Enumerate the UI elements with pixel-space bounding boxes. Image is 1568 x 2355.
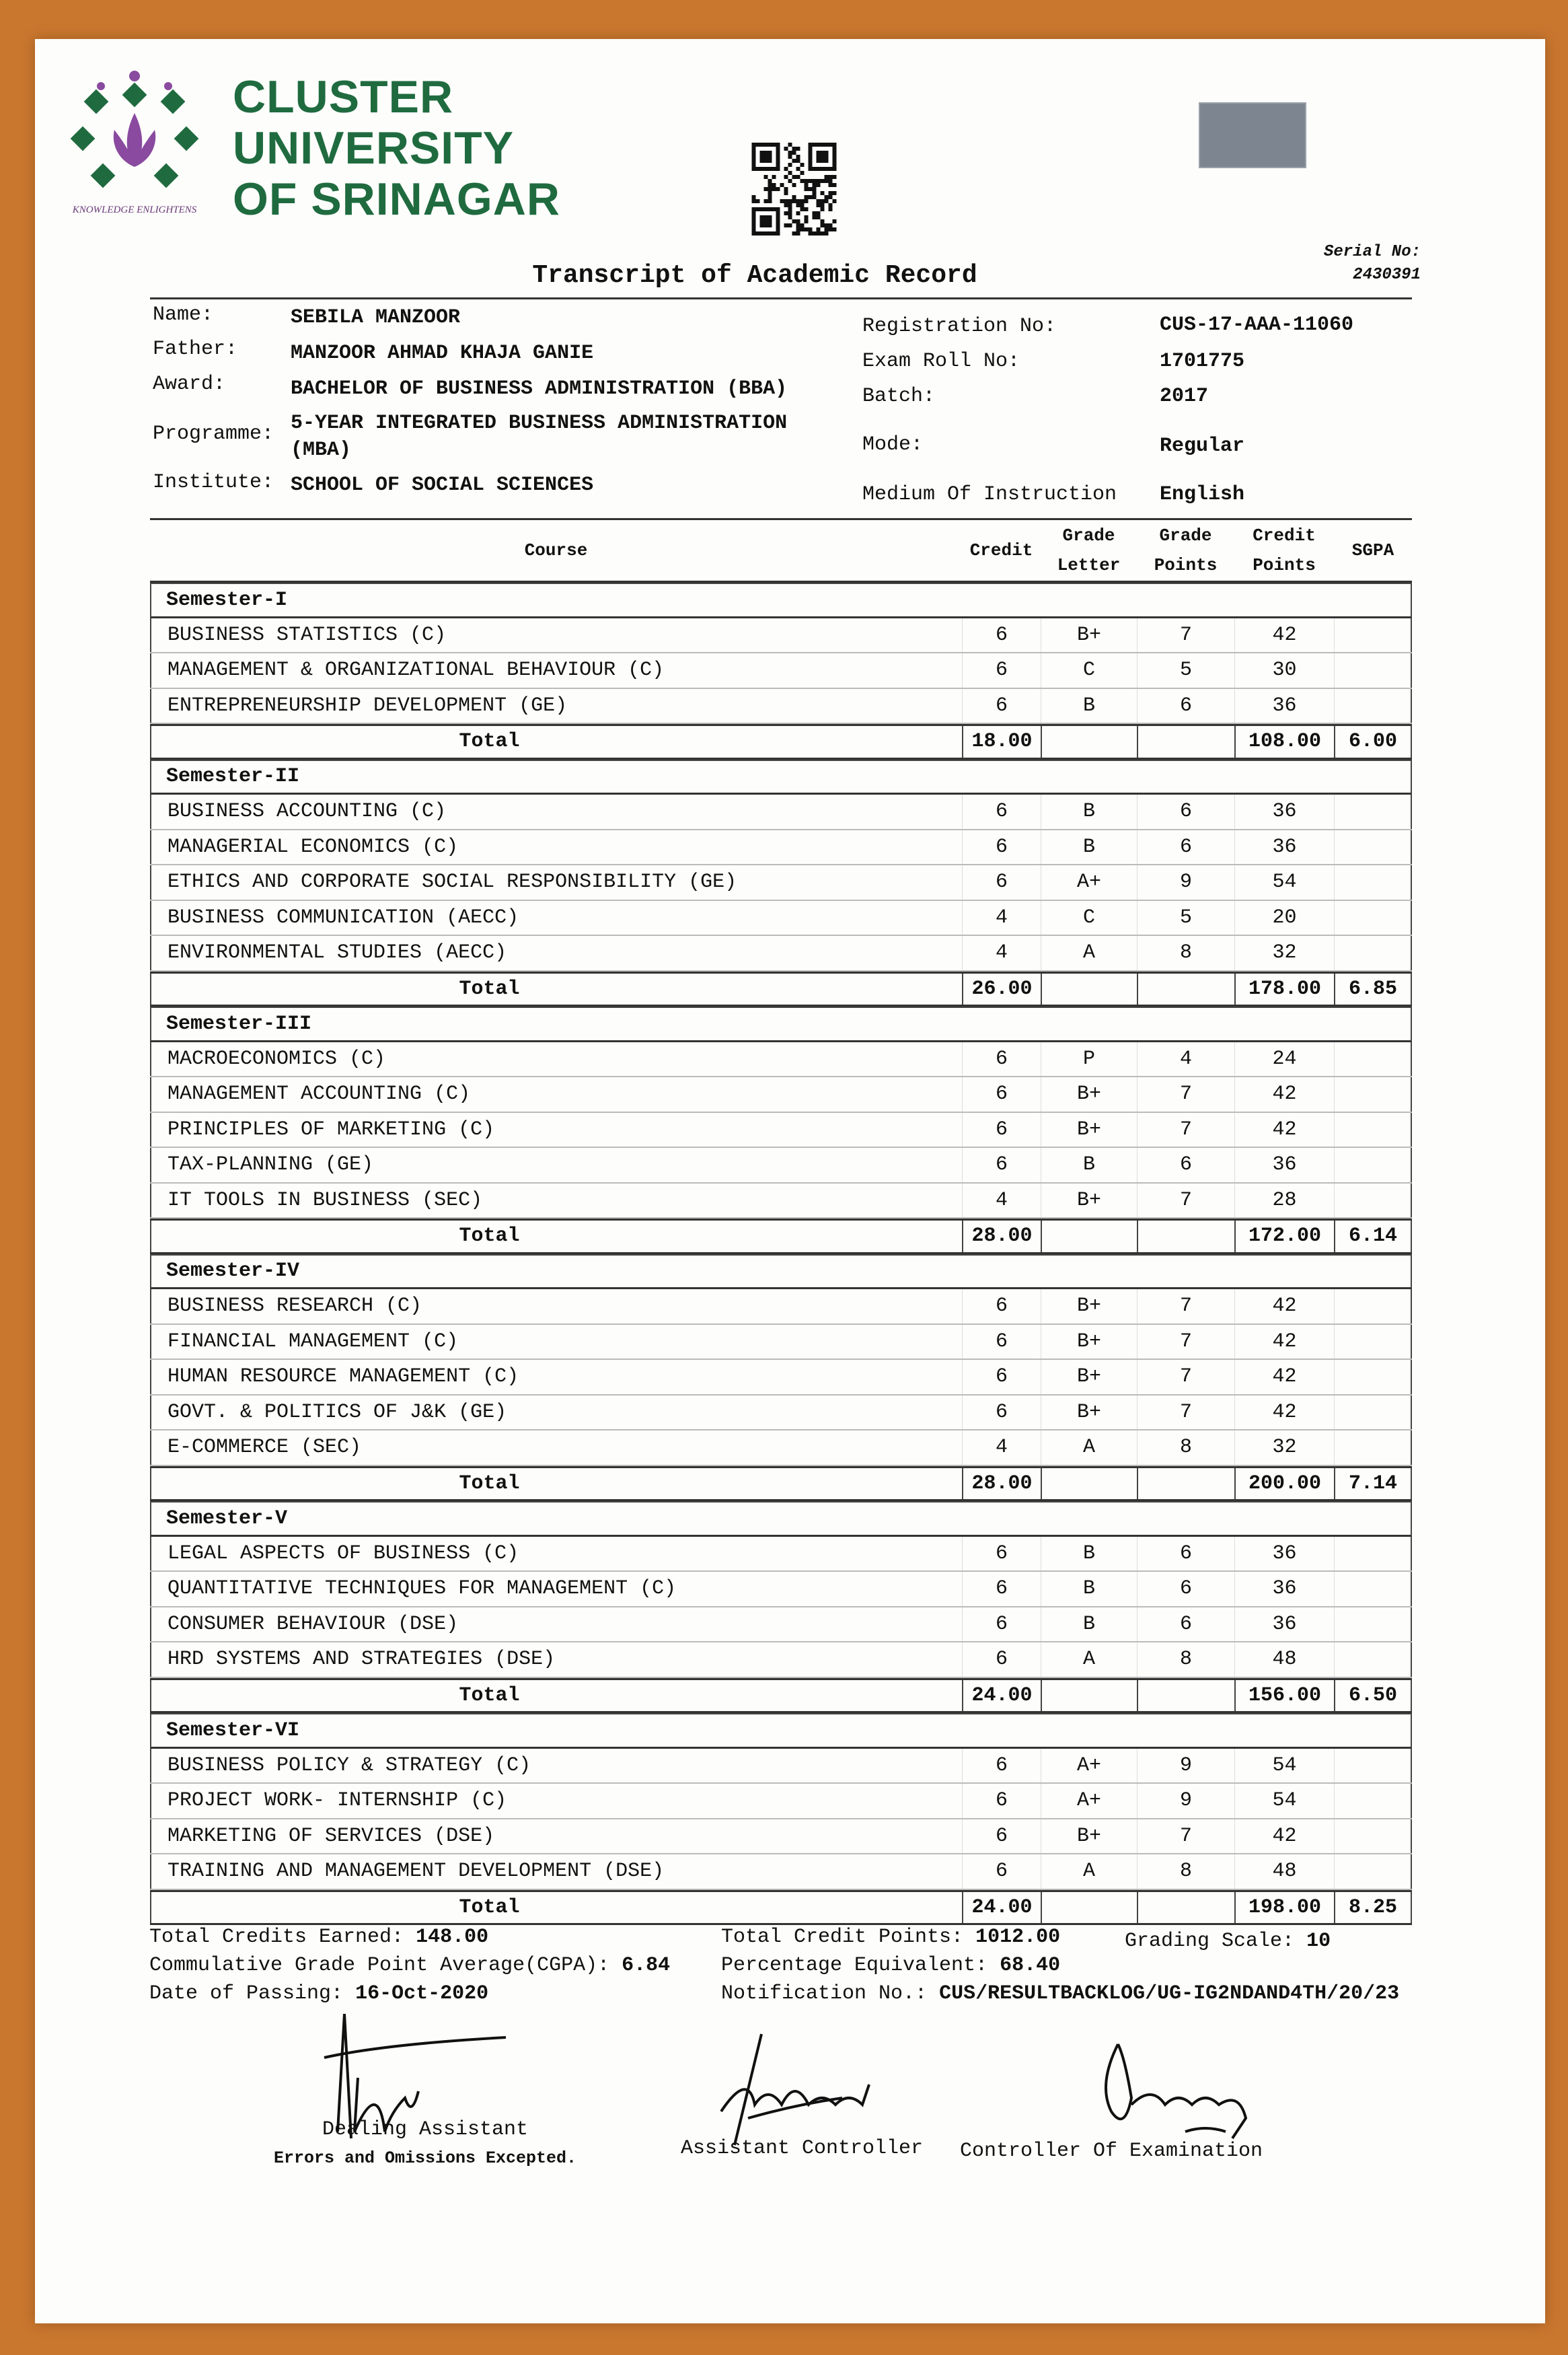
course-credit: 6 — [962, 1607, 1041, 1642]
course-grade-points: 7 — [1137, 1077, 1234, 1112]
course-name: FINANCIAL MANAGEMENT (C) — [150, 1325, 962, 1359]
course-sgpa — [1334, 1430, 1412, 1465]
mode-value: Regular — [1160, 435, 1245, 458]
course-row — [150, 1360, 1412, 1396]
semester-total-row — [150, 1890, 1412, 1926]
course-credit: 6 — [962, 1289, 1041, 1324]
semester-sgpa: 6.00 — [1334, 726, 1412, 758]
course-row — [150, 1325, 1412, 1361]
course-sgpa — [1334, 1113, 1412, 1147]
cgpa: Commulative Grade Point Average(CGPA): 6.84 — [149, 1954, 671, 1977]
course-name: MACROECONOMICS (C) — [150, 1042, 962, 1077]
course-grade-letter: B+ — [1041, 1325, 1137, 1359]
total-credit-points: 200.00 — [1234, 1468, 1334, 1500]
course-name: MANAGEMENT ACCOUNTING (C) — [150, 1077, 962, 1112]
course-credit-points: 42 — [1234, 1289, 1334, 1324]
total-grade-letter — [1041, 1680, 1137, 1712]
course-row — [150, 1430, 1412, 1466]
course-name: GOVT. & POLITICS OF J&K (GE) — [150, 1396, 962, 1430]
course-credit: 6 — [962, 1113, 1041, 1147]
course-sgpa — [1334, 1854, 1412, 1889]
course-credit-points: 36 — [1234, 795, 1334, 829]
course-credit: 6 — [962, 1819, 1041, 1854]
semester-heading: Semester-III — [150, 1007, 1412, 1042]
course-credit: 6 — [962, 795, 1041, 829]
course-sgpa — [1334, 653, 1412, 688]
course-credit: 6 — [962, 1042, 1041, 1077]
total-credit: 28.00 — [962, 1468, 1041, 1500]
course-sgpa — [1334, 689, 1412, 723]
course-credit: 6 — [962, 1396, 1041, 1430]
course-credit: 6 — [962, 653, 1041, 688]
course-credit: 4 — [962, 936, 1041, 970]
total-credit-points: Total Credit Points: 1012.00 — [721, 1926, 1061, 1949]
course-name: ENTREPRENEURSHIP DEVELOPMENT (GE) — [150, 689, 962, 723]
course-credit-points: 42 — [1234, 1360, 1334, 1394]
course-grade-points: 7 — [1137, 1184, 1234, 1218]
course-grade-points: 4 — [1137, 1042, 1234, 1077]
header-grade-points: Grade Points — [1154, 526, 1218, 575]
course-grade-letter: B — [1041, 830, 1137, 865]
roll-value: 1701775 — [1160, 350, 1245, 373]
course-grade-letter: A — [1041, 1430, 1137, 1465]
course-grade-letter: B — [1041, 795, 1137, 829]
course-grade-letter: B — [1041, 1572, 1137, 1606]
course-row — [150, 901, 1412, 937]
batch-value: 2017 — [1160, 385, 1209, 408]
course-sgpa — [1334, 865, 1412, 900]
course-name: BUSINESS ACCOUNTING (C) — [150, 795, 962, 829]
total-credit-points: 156.00 — [1234, 1680, 1334, 1712]
course-credit: 6 — [962, 1572, 1041, 1606]
course-grade-letter: B — [1041, 1607, 1137, 1642]
course-name: QUANTITATIVE TECHNIQUES FOR MANAGEMENT (C) — [150, 1572, 962, 1606]
father-label: Father: — [153, 338, 238, 361]
total-credits: Total Credits Earned: 148.00 — [149, 1926, 489, 1949]
course-grade-points: 7 — [1137, 1819, 1234, 1854]
course-row — [150, 653, 1412, 689]
course-credit-points: 42 — [1234, 1819, 1334, 1854]
course-grade-letter: P — [1041, 1042, 1137, 1077]
total-credit: 24.00 — [962, 1680, 1041, 1712]
total-grade-points — [1137, 726, 1234, 758]
course-grade-points: 6 — [1137, 689, 1234, 723]
course-row — [150, 865, 1412, 901]
mode-label: Mode: — [862, 433, 924, 456]
errors-note: Errors and Omissions Excepted. — [273, 2148, 577, 2168]
course-row — [150, 618, 1412, 654]
total-grade-letter — [1041, 1892, 1137, 1924]
signature-assistant-controller — [708, 2031, 950, 2152]
course-grade-letter: B — [1041, 1148, 1137, 1182]
university-name-line: UNIVERSITY — [233, 122, 515, 174]
programme-value: 5-YEAR INTEGRATED BUSINESS ADMINISTRATION — [291, 412, 788, 435]
course-credit: 6 — [962, 1749, 1041, 1783]
course-grade-points: 6 — [1137, 1607, 1234, 1642]
course-grade-letter: C — [1041, 653, 1137, 688]
university-name-line: OF SRINAGAR — [233, 174, 560, 225]
registration-value: CUS-17-AAA-11060 — [1160, 314, 1354, 336]
total-credit-points: 198.00 — [1234, 1892, 1334, 1924]
course-row — [150, 1396, 1412, 1431]
total-credit: 18.00 — [962, 726, 1041, 758]
course-credit-points: 54 — [1234, 865, 1334, 900]
course-credit-points: 24 — [1234, 1042, 1334, 1077]
course-sgpa — [1334, 1607, 1412, 1642]
course-sgpa — [1334, 901, 1412, 935]
course-grade-letter: A — [1041, 936, 1137, 970]
semester-heading: Semester-IV — [150, 1254, 1412, 1290]
course-credit: 6 — [962, 1537, 1041, 1571]
semester-heading: Semester-II — [150, 760, 1412, 795]
course-grade-points: 6 — [1137, 795, 1234, 829]
course-sgpa — [1334, 936, 1412, 970]
course-row — [150, 1113, 1412, 1149]
course-sgpa — [1334, 795, 1412, 829]
medium-value: English — [1160, 483, 1245, 506]
course-credit: 6 — [962, 1148, 1041, 1182]
course-grade-points: 7 — [1137, 1396, 1234, 1430]
course-row — [150, 1784, 1412, 1819]
course-row — [150, 1854, 1412, 1890]
course-credit-points: 42 — [1234, 1077, 1334, 1112]
course-sgpa — [1334, 1572, 1412, 1606]
table-body — [150, 583, 1412, 1925]
course-sgpa — [1334, 1819, 1412, 1854]
course-name: PRINCIPLES OF MARKETING (C) — [150, 1113, 962, 1147]
course-name: HUMAN RESOURCE MANAGEMENT (C) — [150, 1360, 962, 1394]
total-grade-points — [1137, 1680, 1234, 1712]
course-credit-points: 42 — [1234, 618, 1334, 653]
course-grade-letter: B+ — [1041, 1289, 1137, 1324]
header-credit-points: Credit Points — [1253, 526, 1316, 575]
total-label: Total — [150, 1468, 962, 1500]
notification-number: Notification No.: CUS/RESULTBACKLOG/UG-IG2NDAND4TH/20/23 — [721, 1982, 1400, 2005]
semester-total-row — [150, 724, 1412, 760]
course-name: BUSINESS STATISTICS (C) — [150, 618, 962, 653]
total-label: Total — [150, 1221, 962, 1252]
assistant-controller-label: Assistant Controller — [680, 2137, 924, 2160]
medium-label: Medium Of Instruction — [862, 483, 1117, 506]
course-sgpa — [1334, 1396, 1412, 1430]
course-credit-points: 36 — [1234, 1572, 1334, 1606]
course-sgpa — [1334, 1042, 1412, 1077]
course-credit: 6 — [962, 618, 1041, 653]
course-grade-points: 7 — [1137, 1289, 1234, 1324]
course-sgpa — [1334, 1642, 1412, 1677]
semester-total-row — [150, 1219, 1412, 1254]
course-grade-points: 6 — [1137, 1537, 1234, 1571]
course-row — [150, 1749, 1412, 1784]
total-grade-points — [1137, 1468, 1234, 1500]
percentage-equivalent: Percentage Equivalent: 68.40 — [721, 1954, 1061, 1977]
course-credit: 6 — [962, 1642, 1041, 1677]
course-name: ENVIRONMENTAL STUDIES (AECC) — [150, 936, 962, 970]
name-value: SEBILA MANZOOR — [291, 306, 461, 329]
total-grade-points — [1137, 974, 1234, 1005]
course-grade-letter: B+ — [1041, 1184, 1137, 1218]
course-grade-points: 9 — [1137, 865, 1234, 900]
course-grade-letter: B+ — [1041, 1360, 1137, 1394]
course-credit-points: 54 — [1234, 1784, 1334, 1818]
semester-sgpa: 6.14 — [1334, 1221, 1412, 1252]
course-grade-letter: A+ — [1041, 1749, 1137, 1783]
course-name: BUSINESS COMMUNICATION (AECC) — [150, 901, 962, 935]
course-credit-points: 48 — [1234, 1854, 1334, 1889]
semester-heading: Semester-VI — [150, 1713, 1412, 1749]
qr-code — [751, 143, 837, 236]
course-grade-letter: A+ — [1041, 1784, 1137, 1818]
course-row — [150, 1572, 1412, 1607]
institute-value: SCHOOL OF SOCIAL SCIENCES — [291, 474, 594, 497]
course-row — [150, 1537, 1412, 1572]
course-sgpa — [1334, 1325, 1412, 1359]
award-label: Award: — [153, 373, 226, 396]
total-label: Total — [150, 726, 962, 758]
course-row — [150, 1607, 1412, 1643]
course-name: MARKETING OF SERVICES (DSE) — [150, 1819, 962, 1854]
course-name: MANAGEMENT & ORGANIZATIONAL BEHAVIOUR (C) — [150, 653, 962, 688]
course-sgpa — [1334, 1184, 1412, 1218]
total-grade-letter — [1041, 726, 1137, 758]
total-credit-points: 108.00 — [1234, 726, 1334, 758]
header-credit: Credit — [969, 540, 1033, 560]
total-grade-letter — [1041, 1468, 1137, 1500]
controller-label: Controller Of Examination — [959, 2140, 1263, 2163]
course-credit: 6 — [962, 1360, 1041, 1394]
course-credit: 6 — [962, 1325, 1041, 1359]
course-grade-points: 6 — [1137, 1148, 1234, 1182]
course-row — [150, 936, 1412, 972]
programme-value-cont: (MBA) — [291, 439, 352, 462]
award-value: BACHELOR OF BUSINESS ADMINISTRATION (BBA) — [291, 377, 788, 400]
course-sgpa — [1334, 830, 1412, 865]
course-grade-points: 7 — [1137, 1325, 1234, 1359]
course-name: IT TOOLS IN BUSINESS (SEC) — [150, 1184, 962, 1218]
header-grade-letter: Grade Letter — [1057, 526, 1121, 575]
course-grade-letter: B+ — [1041, 618, 1137, 653]
course-grade-letter: B+ — [1041, 1396, 1137, 1430]
programme-label: Programme: — [153, 423, 274, 445]
header-sgpa: SGPA — [1351, 540, 1394, 560]
course-grade-letter: B+ — [1041, 1819, 1137, 1854]
course-credit-points: 42 — [1234, 1396, 1334, 1430]
course-sgpa — [1334, 1749, 1412, 1783]
course-grade-points: 7 — [1137, 1360, 1234, 1394]
course-credit: 4 — [962, 1430, 1041, 1465]
total-credit: 28.00 — [962, 1221, 1041, 1252]
semester-heading: Semester-I — [150, 583, 1412, 618]
course-grade-points: 7 — [1137, 618, 1234, 653]
course-sgpa — [1334, 1148, 1412, 1182]
course-row — [150, 1077, 1412, 1113]
total-credit: 26.00 — [962, 974, 1041, 1005]
course-credit: 6 — [962, 689, 1041, 723]
course-credit-points: 30 — [1234, 653, 1334, 688]
course-row — [150, 1184, 1412, 1219]
course-credit-points: 42 — [1234, 1325, 1334, 1359]
course-name: CONSUMER BEHAVIOUR (DSE) — [150, 1607, 962, 1642]
course-name: ETHICS AND CORPORATE SOCIAL RESPONSIBILITY (GE) — [150, 865, 962, 900]
table-header — [150, 518, 1412, 583]
serial-value: 2430391 — [1353, 266, 1421, 284]
transcript-sheet — [35, 39, 1545, 2323]
dealing-assistant-label: Dealing Assistant — [322, 2118, 529, 2141]
course-sgpa — [1334, 1360, 1412, 1394]
signature-controller — [1084, 2031, 1327, 2152]
course-row — [150, 830, 1412, 866]
course-credit-points: 42 — [1234, 1113, 1334, 1147]
course-sgpa — [1334, 1784, 1412, 1818]
semester-total-row — [150, 1466, 1412, 1502]
course-grade-points: 5 — [1137, 901, 1234, 935]
batch-label: Batch: — [862, 385, 936, 408]
course-grade-points: 9 — [1137, 1749, 1234, 1783]
roll-label: Exam Roll No: — [862, 350, 1020, 373]
course-credit: 6 — [962, 1077, 1041, 1112]
document-title: Transcript of Academic Record — [532, 261, 977, 290]
course-sgpa — [1334, 1537, 1412, 1571]
date-of-passing: Date of Passing: 16-Oct-2020 — [149, 1982, 489, 2005]
semester-heading: Semester-V — [150, 1501, 1412, 1537]
course-credit-points: 48 — [1234, 1642, 1334, 1677]
course-credit: 4 — [962, 1184, 1041, 1218]
course-row — [150, 1642, 1412, 1678]
course-credit-points: 32 — [1234, 1430, 1334, 1465]
course-credit: 6 — [962, 1854, 1041, 1889]
svg-text:KNOWLEDGE ENLIGHTENS: KNOWLEDGE ENLIGHTENS — [72, 205, 197, 215]
course-row — [150, 1148, 1412, 1184]
course-credit: 6 — [962, 865, 1041, 900]
course-grade-letter: B+ — [1041, 1077, 1137, 1112]
course-name: HRD SYSTEMS AND STRATEGIES (DSE) — [150, 1642, 962, 1677]
registration-label: Registration No: — [862, 315, 1057, 338]
course-row — [150, 795, 1412, 830]
course-grade-points: 5 — [1137, 653, 1234, 688]
course-name: PROJECT WORK- INTERNSHIP (C) — [150, 1784, 962, 1818]
university-logo — [67, 66, 202, 221]
course-grade-letter: A — [1041, 1854, 1137, 1889]
course-credit-points: 32 — [1234, 936, 1334, 970]
course-grade-letter: B — [1041, 689, 1137, 723]
semester-sgpa: 8.25 — [1334, 1892, 1412, 1924]
total-grade-letter — [1041, 1221, 1137, 1252]
course-credit-points: 36 — [1234, 689, 1334, 723]
semester-sgpa: 6.85 — [1334, 974, 1412, 1005]
divider — [150, 297, 1412, 299]
course-row — [150, 1289, 1412, 1325]
summary-left — [149, 1923, 670, 2008]
course-sgpa — [1334, 1077, 1412, 1112]
total-label: Total — [150, 1680, 962, 1712]
course-sgpa — [1334, 618, 1412, 653]
course-name: TRAINING AND MANAGEMENT DEVELOPMENT (DSE) — [150, 1854, 962, 1889]
father-value: MANZOOR AHMAD KHAJA GANIE — [291, 342, 594, 365]
course-name: LEGAL ASPECTS OF BUSINESS (C) — [150, 1537, 962, 1571]
university-name — [233, 71, 560, 225]
course-grade-letter: C — [1041, 901, 1137, 935]
course-name: TAX-PLANNING (GE) — [150, 1148, 962, 1182]
course-name: BUSINESS RESEARCH (C) — [150, 1289, 962, 1324]
course-row — [150, 1819, 1412, 1855]
course-grade-letter: B — [1041, 1537, 1137, 1571]
course-credit-points: 54 — [1234, 1749, 1334, 1783]
header-course: Course — [524, 540, 588, 560]
course-grade-points: 8 — [1137, 1430, 1234, 1465]
total-label: Total — [150, 974, 962, 1005]
course-grade-points: 6 — [1137, 830, 1234, 865]
course-credit-points: 36 — [1234, 1537, 1334, 1571]
institute-label: Institute: — [153, 471, 274, 494]
course-grade-points: 8 — [1137, 1642, 1234, 1677]
total-grade-letter — [1041, 974, 1137, 1005]
semester-sgpa: 7.14 — [1334, 1468, 1412, 1500]
course-grade-points: 8 — [1137, 1854, 1234, 1889]
total-credit-points: 172.00 — [1234, 1221, 1334, 1252]
total-credit-points: 178.00 — [1234, 974, 1334, 1005]
total-label: Total — [150, 1892, 962, 1924]
course-credit: 6 — [962, 830, 1041, 865]
course-name: E-COMMERCE (SEC) — [150, 1430, 962, 1465]
university-name-line: CLUSTER — [233, 71, 454, 122]
course-grade-points: 6 — [1137, 1572, 1234, 1606]
grades-table — [150, 518, 1412, 1925]
grading-scale: Grading Scale: 10 — [1125, 1930, 1331, 1953]
course-credit: 4 — [962, 901, 1041, 935]
course-credit-points: 28 — [1234, 1184, 1334, 1218]
course-grade-letter: A+ — [1041, 865, 1137, 900]
name-label: Name: — [153, 303, 214, 326]
total-grade-points — [1137, 1221, 1234, 1252]
course-name: BUSINESS POLICY & STRATEGY (C) — [150, 1749, 962, 1783]
course-credit-points: 36 — [1234, 1148, 1334, 1182]
course-row — [150, 689, 1412, 725]
course-grade-points: 7 — [1137, 1113, 1234, 1147]
course-row — [150, 1042, 1412, 1078]
course-grade-points: 9 — [1137, 1784, 1234, 1818]
course-sgpa — [1334, 1289, 1412, 1324]
course-credit: 6 — [962, 1784, 1041, 1818]
course-grade-letter: B+ — [1041, 1113, 1137, 1147]
course-credit-points: 20 — [1234, 901, 1334, 935]
semester-total-row — [150, 1678, 1412, 1714]
serial-label: Serial No: — [1323, 243, 1421, 261]
course-grade-points: 8 — [1137, 936, 1234, 970]
course-credit-points: 36 — [1234, 830, 1334, 865]
semester-total-row — [150, 972, 1412, 1007]
course-grade-letter: A — [1041, 1642, 1137, 1677]
semester-sgpa: 6.50 — [1334, 1680, 1412, 1712]
total-grade-points — [1137, 1892, 1234, 1924]
photo-placeholder — [1199, 102, 1306, 168]
course-name: MANAGERIAL ECONOMICS (C) — [150, 830, 962, 865]
course-credit-points: 36 — [1234, 1607, 1334, 1642]
total-credit: 24.00 — [962, 1892, 1041, 1924]
